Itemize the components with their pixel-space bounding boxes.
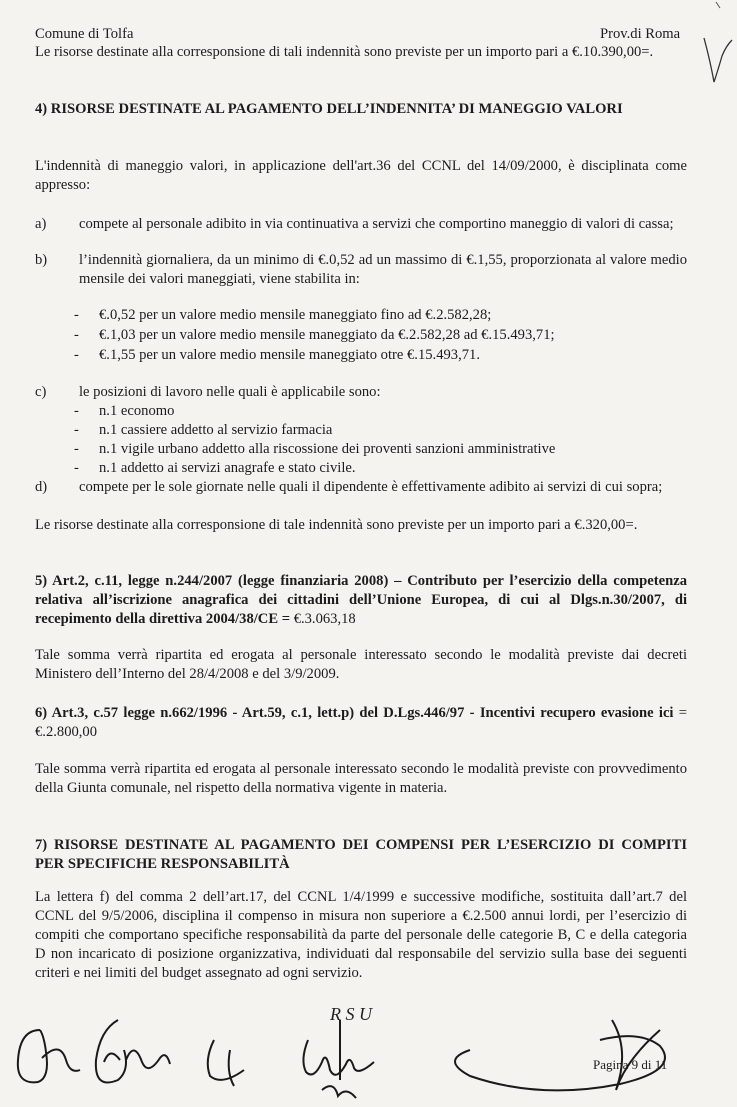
signature-stroke: [208, 1040, 244, 1086]
dash-item-text: €.1,03 per un valore medio mensile maneggiato da €.2.582,28 ad €.15.493,71;: [99, 327, 555, 343]
document-page: Comune di Tolfa Prov.di Roma Le risorse destinate alla corresponsione di tali indennità sono previste per un importo pari a €.10.390,00=. 4) RISORSE DESTINATE AL PAGAMENTO DELL’INDENNITA’ DI MANEGGIO VALORI L'indennità di maneggio valori, in applicazione dell'art.36 del CCNL del 14/09/2000, è disciplinata come appresso: a) compete al personale adibito in via continuativa a servizi che comportino maneggio di valori di cassa; b) l’indennità giornaliera, da un minimo di €.0,52 ad un massimo di €.1,55, proporzionata al valore medio mensile dei valori maneggiati, viene stabilita in: - €.0,52 per un valore medio mensile maneggiato fino ad €.2.582,28; - €.1,03 per un valore medio mensile maneggiato da €.2.582,28 ad €.15.493,71; - €.1,55 per un valore medio mensile maneggiato otre €.15.493,71. c) le posizioni di lavoro nelle quali è applicabile sono: - n.1 economo - n.1 cassiere addetto al servizio farmacia - n.1 vigile urbano addetto alla riscossione dei proventi sanzioni amministrative - n.1 addetto ai servizi anagrafe e stato civile. d) compete per le sole giornate nelle quali il dipendente è effettivamente adibito ai servizi di cui sopra; Le risorse destinate alla corresponsione di tale indennità sono previste per un importo pari a €.320,00=. 5) Art.2, c.11, legge n.244/2007 (legge finanziaria 2008) – Contributo per l’esercizio della competenza relativa all’iscrizione anagrafica dei cittadini dell’Unione Europea, di cui al Dlgs.n.30/2007, di recepimento della direttiva 2004/38/CE = €.3.063,18 Tale somma verrà ripartita ed erogata al personale interessato secondo le modalità previste dai decreti Ministero dell’Interno del 28/4/2008 e del 3/9/2009. 6) Art.3, c.57 legge n.662/1996 - Art.59, c.1, lett.p) del D.Lgs.446/97 - Incentivi recupero evasione ici = €.2.800,00 Tale somma verrà ripartita ed erogata al personale interessato secondo le modalità previste con provvedimento della Giunta comunale, nel rispetto della normativa vigente in materia. 7) RISORSE DESTINATE AL PAGAMENTO DEI COMPENSI PER L’ESERCIZIO DI COMPITI PER SPECIFICHE RESPONSABILITÀ La lettera f) del comma 2 dell’art.17, del CCNL 1/4/1999 e successive modifiche, sostituita dall’art.7 del CCNL del 9/5/2006, disciplina il compenso in misura non superiore a €.2.500 annui lordi, per l’esercizio di compiti che comportano specifiche responsabilità da parte del personale delle categorie B, C e della categoria D non incaricato di posizione organizzativa, individuati dal responsabile del servizio sulla base dei seguenti criteri e nei limiti del budget assegnato ad ogni servizio. R S U Pagina 9 di 11: [0, 0, 737, 1107]
list-label-b: b): [35, 252, 48, 268]
list-text-b: l’indennità giornaliera, da un minimo di €.0,52 ad un massimo di €.1,55, proporzionata al valore medio mensile dei valori maneggiati, viene stabilita in:: [79, 252, 687, 287]
section-5-paragraph: Tale somma verrà ripartita ed erogata al personale interessato secondo le modalità previste dai decreti Ministero dell’Interno del 28/4/2008 e del 3/9/2009.: [35, 647, 687, 682]
list-item-b: [0, 251, 737, 291]
signatures: [0, 1000, 737, 1107]
section-4-paragraph: L'indennità di maneggio valori, in applicazione dell'art.36 del CCNL del 14/09/2000, è disciplinata come appresso:: [35, 158, 687, 193]
list-item-d: [0, 478, 737, 518]
province-name: Prov.di Roma: [600, 26, 681, 42]
section-6-amount: = €.2.800,00: [35, 705, 688, 740]
list-label-d: d): [35, 479, 48, 495]
signature-stroke: [96, 1020, 170, 1083]
list-text-c: le posizioni di lavoro nelle quali è applicabile sono:: [79, 384, 381, 400]
list-label-c: c): [35, 384, 47, 400]
signature-stroke: [455, 1020, 668, 1090]
section-6-title-text: 6) Art.3, c.57 legge n.662/1996 - Art.59, c.1, lett.p) del D.Lgs.446/97 - Incentivi recupero evasione ici: [35, 705, 674, 721]
list-text-a: compete al personale adibito in via continuativa a servizi che comportino maneggio di valori di cassa;: [79, 216, 674, 232]
section-6-title: [35, 704, 687, 742]
rsu-initials: R S U: [330, 1004, 372, 1024]
section-4-closing: Le risorse destinate alla corresponsione di tale indennità sono previste per un importo pari a €.320,00=.: [35, 517, 638, 533]
list-text-d: compete per le sole giornate nelle quali il dipendente è effettivamente adibito ai servizi di cui sopra;: [79, 479, 663, 495]
section-7-title: 7) RISORSE DESTINATE AL PAGAMENTO DEI COMPENSI PER L’ESERCIZIO DI COMPITI PER SPECIFICHE RESPONSABILITÀ: [35, 837, 687, 872]
section-5-amount: €.3.063,18: [293, 611, 356, 627]
dash-item-text: n.1 cassiere addetto al servizio farmacia: [99, 422, 333, 438]
signature-stroke: [322, 1086, 356, 1098]
corner-mark: [690, 0, 737, 90]
dash-item-text: n.1 economo: [99, 403, 175, 419]
section-5-title-text: 5) Art.2, c.11, legge n.244/2007 (legge finanziaria 2008) – Contributo per l’esercizio della competenza relativa all’iscrizione anagrafica dei cittadini dell’Unione Europea, di cui al Dlgs.n.30/2007, di recepimento della direttiva 2004/38/CE =: [35, 573, 687, 627]
page-number: Pagina 9 di 11: [593, 1057, 668, 1072]
signature-stroke: [18, 1030, 80, 1082]
dash-item-text: n.1 addetto ai servizi anagrafe e stato civile.: [99, 460, 356, 476]
municipality-name: Comune di Tolfa: [35, 26, 134, 42]
dash-item-text: €.0,52 per un valore medio mensile maneggiato fino ad €.2.582,28;: [99, 307, 492, 323]
dash-item-text: €.1,55 per un valore medio mensile maneggiato otre €.15.493,71.: [99, 347, 480, 363]
dash-item-text: n.1 vigile urbano addetto alla riscossione dei proventi sanzioni amministrative: [99, 441, 556, 457]
list-label-a: a): [35, 216, 47, 232]
intro-paragraph: Le risorse destinate alla corresponsione di tali indennità sono previste per un importo pari a €.10.390,00=.: [35, 44, 654, 60]
section-4-title: 4) RISORSE DESTINATE AL PAGAMENTO DELL’INDENNITA’ DI MANEGGIO VALORI: [35, 101, 623, 117]
section-7-paragraph: La lettera f) del comma 2 dell’art.17, del CCNL 1/4/1999 e successive modifiche, sostituita dall’art.7 del CCNL del 9/5/2006, disciplina il compenso in misura non superiore a €.2.500 annui lordi, per l’esercizio di compiti che comportano specifiche responsabilità da parte del personale delle categorie B, C e della categoria D non incaricato di posizione organizzativa, individuati dal responsabile del servizio sulla base dei seguenti criteri e nei limiti del budget assegnato ad ogni servizio.: [35, 889, 687, 981]
signature-stroke: [303, 1020, 374, 1080]
section-5-title: [35, 572, 687, 629]
list-item-a: [0, 215, 737, 255]
section-6-paragraph: Tale somma verrà ripartita ed erogata al personale interessato secondo le modalità previste con provvedimento della Giunta comunale, nel rispetto della normativa vigente in materia.: [35, 761, 687, 796]
